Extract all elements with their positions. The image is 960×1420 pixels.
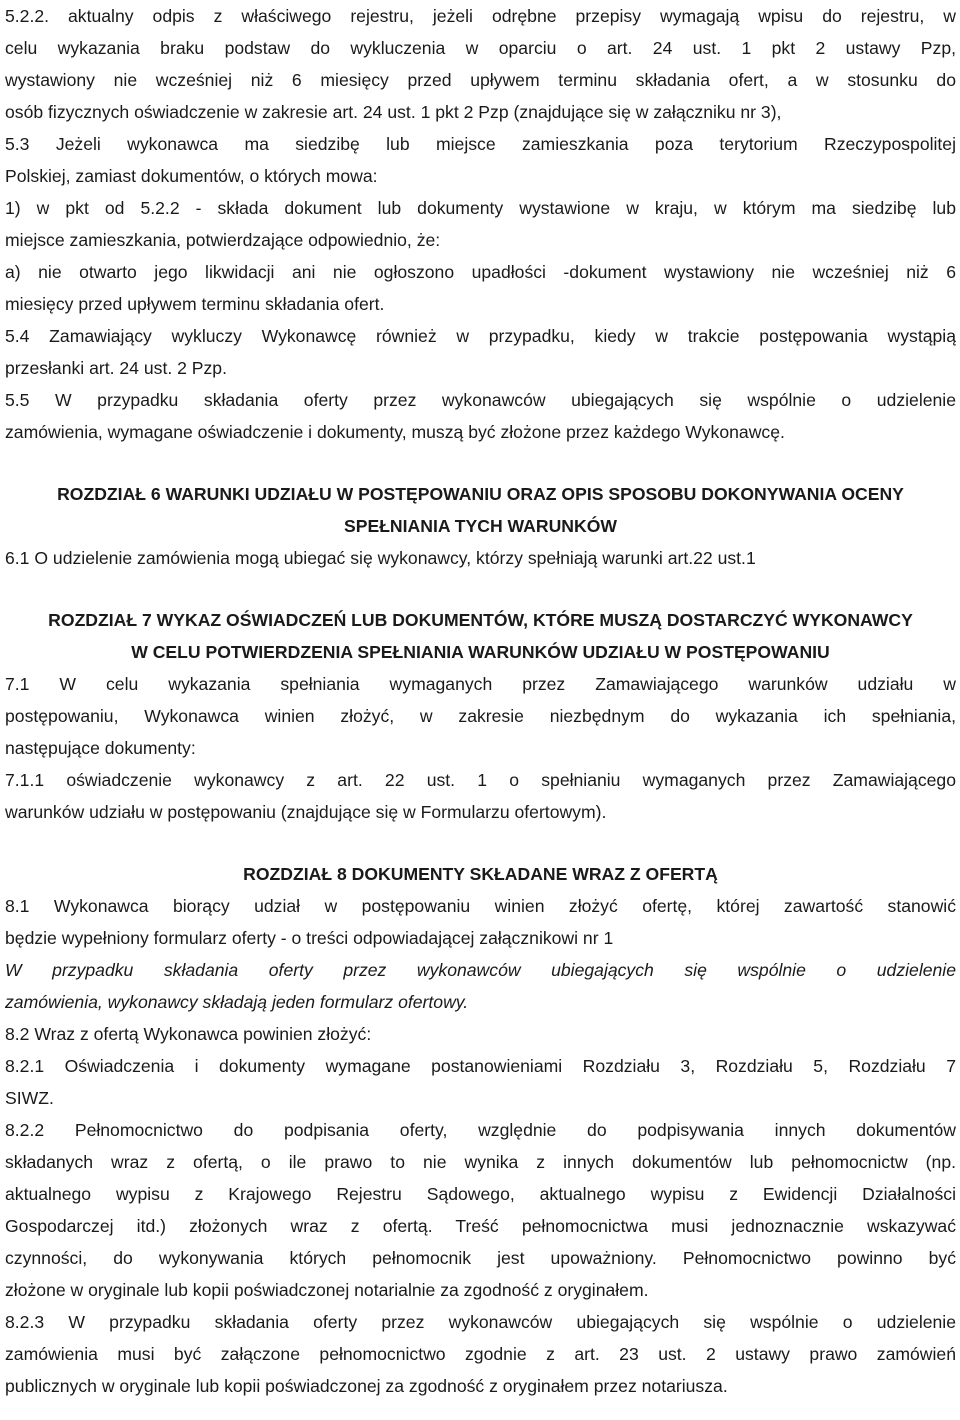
text-line: aktualnego wypisu z Krajowego Rejestru Sądowego, aktualnego wypisu z Ewidencji Działalności: [5, 1184, 956, 1204]
text-line: 5.5 W przypadku składania oferty przez wykonawców ubiegających się wspólnie o udzielenie: [5, 390, 956, 410]
chapter-7-heading: [5, 604, 956, 668]
text-line: 1) w pkt od 5.2.2 - składa dokument lub dokumenty wystawione w kraju, w którym ma siedzibę lub: [5, 198, 956, 218]
text-line: złożone w oryginale lub kopii poświadczonej notarialnie za zgodność z oryginałem.: [5, 1280, 649, 1300]
text-line: 5.3 Jeżeli wykonawca ma siedzibę lub miejsce zamieszkania poza terytorium Rzeczypospolitej: [5, 134, 956, 154]
paragraph-8-2-2: [5, 1114, 956, 1306]
spacer: [5, 828, 956, 858]
paragraph-5-4: [5, 320, 956, 384]
heading-line: SPEŁNIANIA TYCH WARUNKÓW: [343, 516, 618, 536]
paragraph-8-2: 8.2 Wraz z ofertą Wykonawca powinien złożyć:: [5, 1024, 372, 1044]
text-line: osób fizycznych oświadczenie w zakresie art. 24 ust. 1 pkt 2 Pzp (znajdujące się w załączniku nr 3),: [5, 102, 782, 122]
paragraph-5-5: [5, 384, 956, 448]
text-line: 7.1.1 oświadczenie wykonawcy z art. 22 ust. 1 o spełnianiu wymaganych przez Zamawiającego: [5, 770, 956, 790]
text-line: następujące dokumenty:: [5, 738, 196, 758]
text-line: warunków udziału w postępowaniu (znajdujące się w Formularzu ofertowym).: [5, 802, 607, 822]
text-line-italic: W przypadku składania oferty przez wykonawców ubiegających się wspólnie o udzielenie: [5, 960, 956, 980]
paragraph-8-2-1: [5, 1050, 956, 1114]
text-line: 8.1 Wykonawca biorący udział w postępowaniu winien złożyć ofertę, której zawartość stanowić: [5, 896, 956, 916]
text-line: publicznych w oryginale lub kopii poświadczonej za zgodność z oryginałem przez notariusza.: [5, 1376, 728, 1396]
text-line: SIWZ.: [5, 1088, 54, 1108]
heading-line: ROZDZIAŁ 6 WARUNKI UDZIAŁU W POSTĘPOWANIU ORAZ OPIS SPOSOBU DOKONYWANIA OCENY: [57, 484, 904, 504]
text-line: 8.2.2 Pełnomocnictwo do podpisania oferty, względnie do podpisywania innych dokumentów: [5, 1120, 956, 1140]
text-line: miesięcy przed upływem terminu składania ofert.: [5, 294, 385, 314]
text-line-italic: zamówienia, wykonawcy składają jeden formularz ofertowy.: [5, 992, 469, 1012]
text-line: celu wykazania braku podstaw do wykluczenia w oparciu o art. 24 ust. 1 pkt 2 ustawy Pzp,: [5, 38, 956, 58]
text-line: wystawiony nie wcześniej niż 6 miesięcy przed upływem terminu składania ofert, a w stosunku do: [5, 70, 956, 90]
chapter-6-heading: [5, 478, 956, 542]
text-line: 7.1 W celu wykazania spełniania wymaganych przez Zamawiającego warunków udziału w: [5, 674, 956, 694]
text-line: miejsce zamieszkania, potwierdzające odpowiednio, że:: [5, 230, 441, 250]
text-line: przesłanki art. 24 ust. 2 Pzp.: [5, 358, 227, 378]
paragraph-8-1: [5, 890, 956, 1018]
text-line: zamówienia musi być załączone pełnomocnictwo zgodnie z art. 23 ust. 2 ustawy prawo zamówień: [5, 1344, 956, 1364]
text-line: 8.2.1 Oświadczenia i dokumenty wymagane postanowieniami Rozdziału 3, Rozdziału 5, Rozdziału 7: [5, 1056, 956, 1076]
text-line: czynności, do wykonywania których pełnomocnik jest upoważniony. Pełnomocnictwo powinno być: [5, 1248, 956, 1268]
heading-line: ROZDZIAŁ 7 WYKAZ OŚWIADCZEŃ LUB DOKUMENTÓW, KTÓRE MUSZĄ DOSTARCZYĆ WYKONAWCY: [48, 610, 913, 630]
text-line: będzie wypełniony formularz oferty - o treści odpowiadającej załącznikowi nr 1: [5, 928, 614, 948]
spacer: [5, 448, 956, 478]
paragraph-7-1-1: [5, 764, 956, 828]
text-line: 5.4 Zamawiający wykluczy Wykonawcę również w przypadku, kiedy w trakcie postępowania wystąpią: [5, 326, 956, 346]
heading-line: W CELU POTWIERDZENIA SPEŁNIANIA WARUNKÓW UDZIAŁU W POSTĘPOWANIU: [131, 642, 830, 662]
text-line: Polskiej, zamiast dokumentów, o których mowa:: [5, 166, 378, 186]
chapter-8-heading: ROZDZIAŁ 8 DOKUMENTY SKŁADANE WRAZ Z OFERTĄ: [243, 864, 718, 884]
paragraph-6-1: 6.1 O udzielenie zamówienia mogą ubiegać się wykonawcy, którzy spełniają warunki art.22 ust.1: [5, 548, 756, 568]
text-line: zamówienia, wymagane oświadczenie i dokumenty, muszą być złożone przez każdego Wykonawcę.: [5, 422, 785, 442]
text-line: Gospodarczej itd.) złożonych wraz z ofertą. Treść pełnomocnictwa musi jednoznacznie wskazywać: [5, 1216, 956, 1236]
paragraph-5-3: [5, 128, 956, 320]
text-line: 5.2.2. aktualny odpis z właściwego rejestru, jeżeli odrębne przepisy wymagają wpisu do rejestru, w: [5, 6, 956, 26]
paragraph-7-1: [5, 668, 956, 764]
text-line: postępowaniu, Wykonawca winien złożyć, w zakresie niezbędnym do wykazania ich spełniania,: [5, 706, 956, 726]
text-line: 8.2.3 W przypadku składania oferty przez wykonawców ubiegających się wspólnie o udzielenie: [5, 1312, 956, 1332]
paragraph-8-2-3: [5, 1306, 956, 1402]
text-line: składanych wraz z ofertą, o ile prawo to nie wynika z innych dokumentów lub pełnomocnictw (np.: [5, 1152, 956, 1172]
spacer: [5, 574, 956, 604]
text-line: a) nie otwarto jego likwidacji ani nie ogłoszono upadłości -dokument wystawiony nie wcześniej niż 6: [5, 262, 956, 282]
paragraph-5-2-2: [5, 0, 956, 128]
